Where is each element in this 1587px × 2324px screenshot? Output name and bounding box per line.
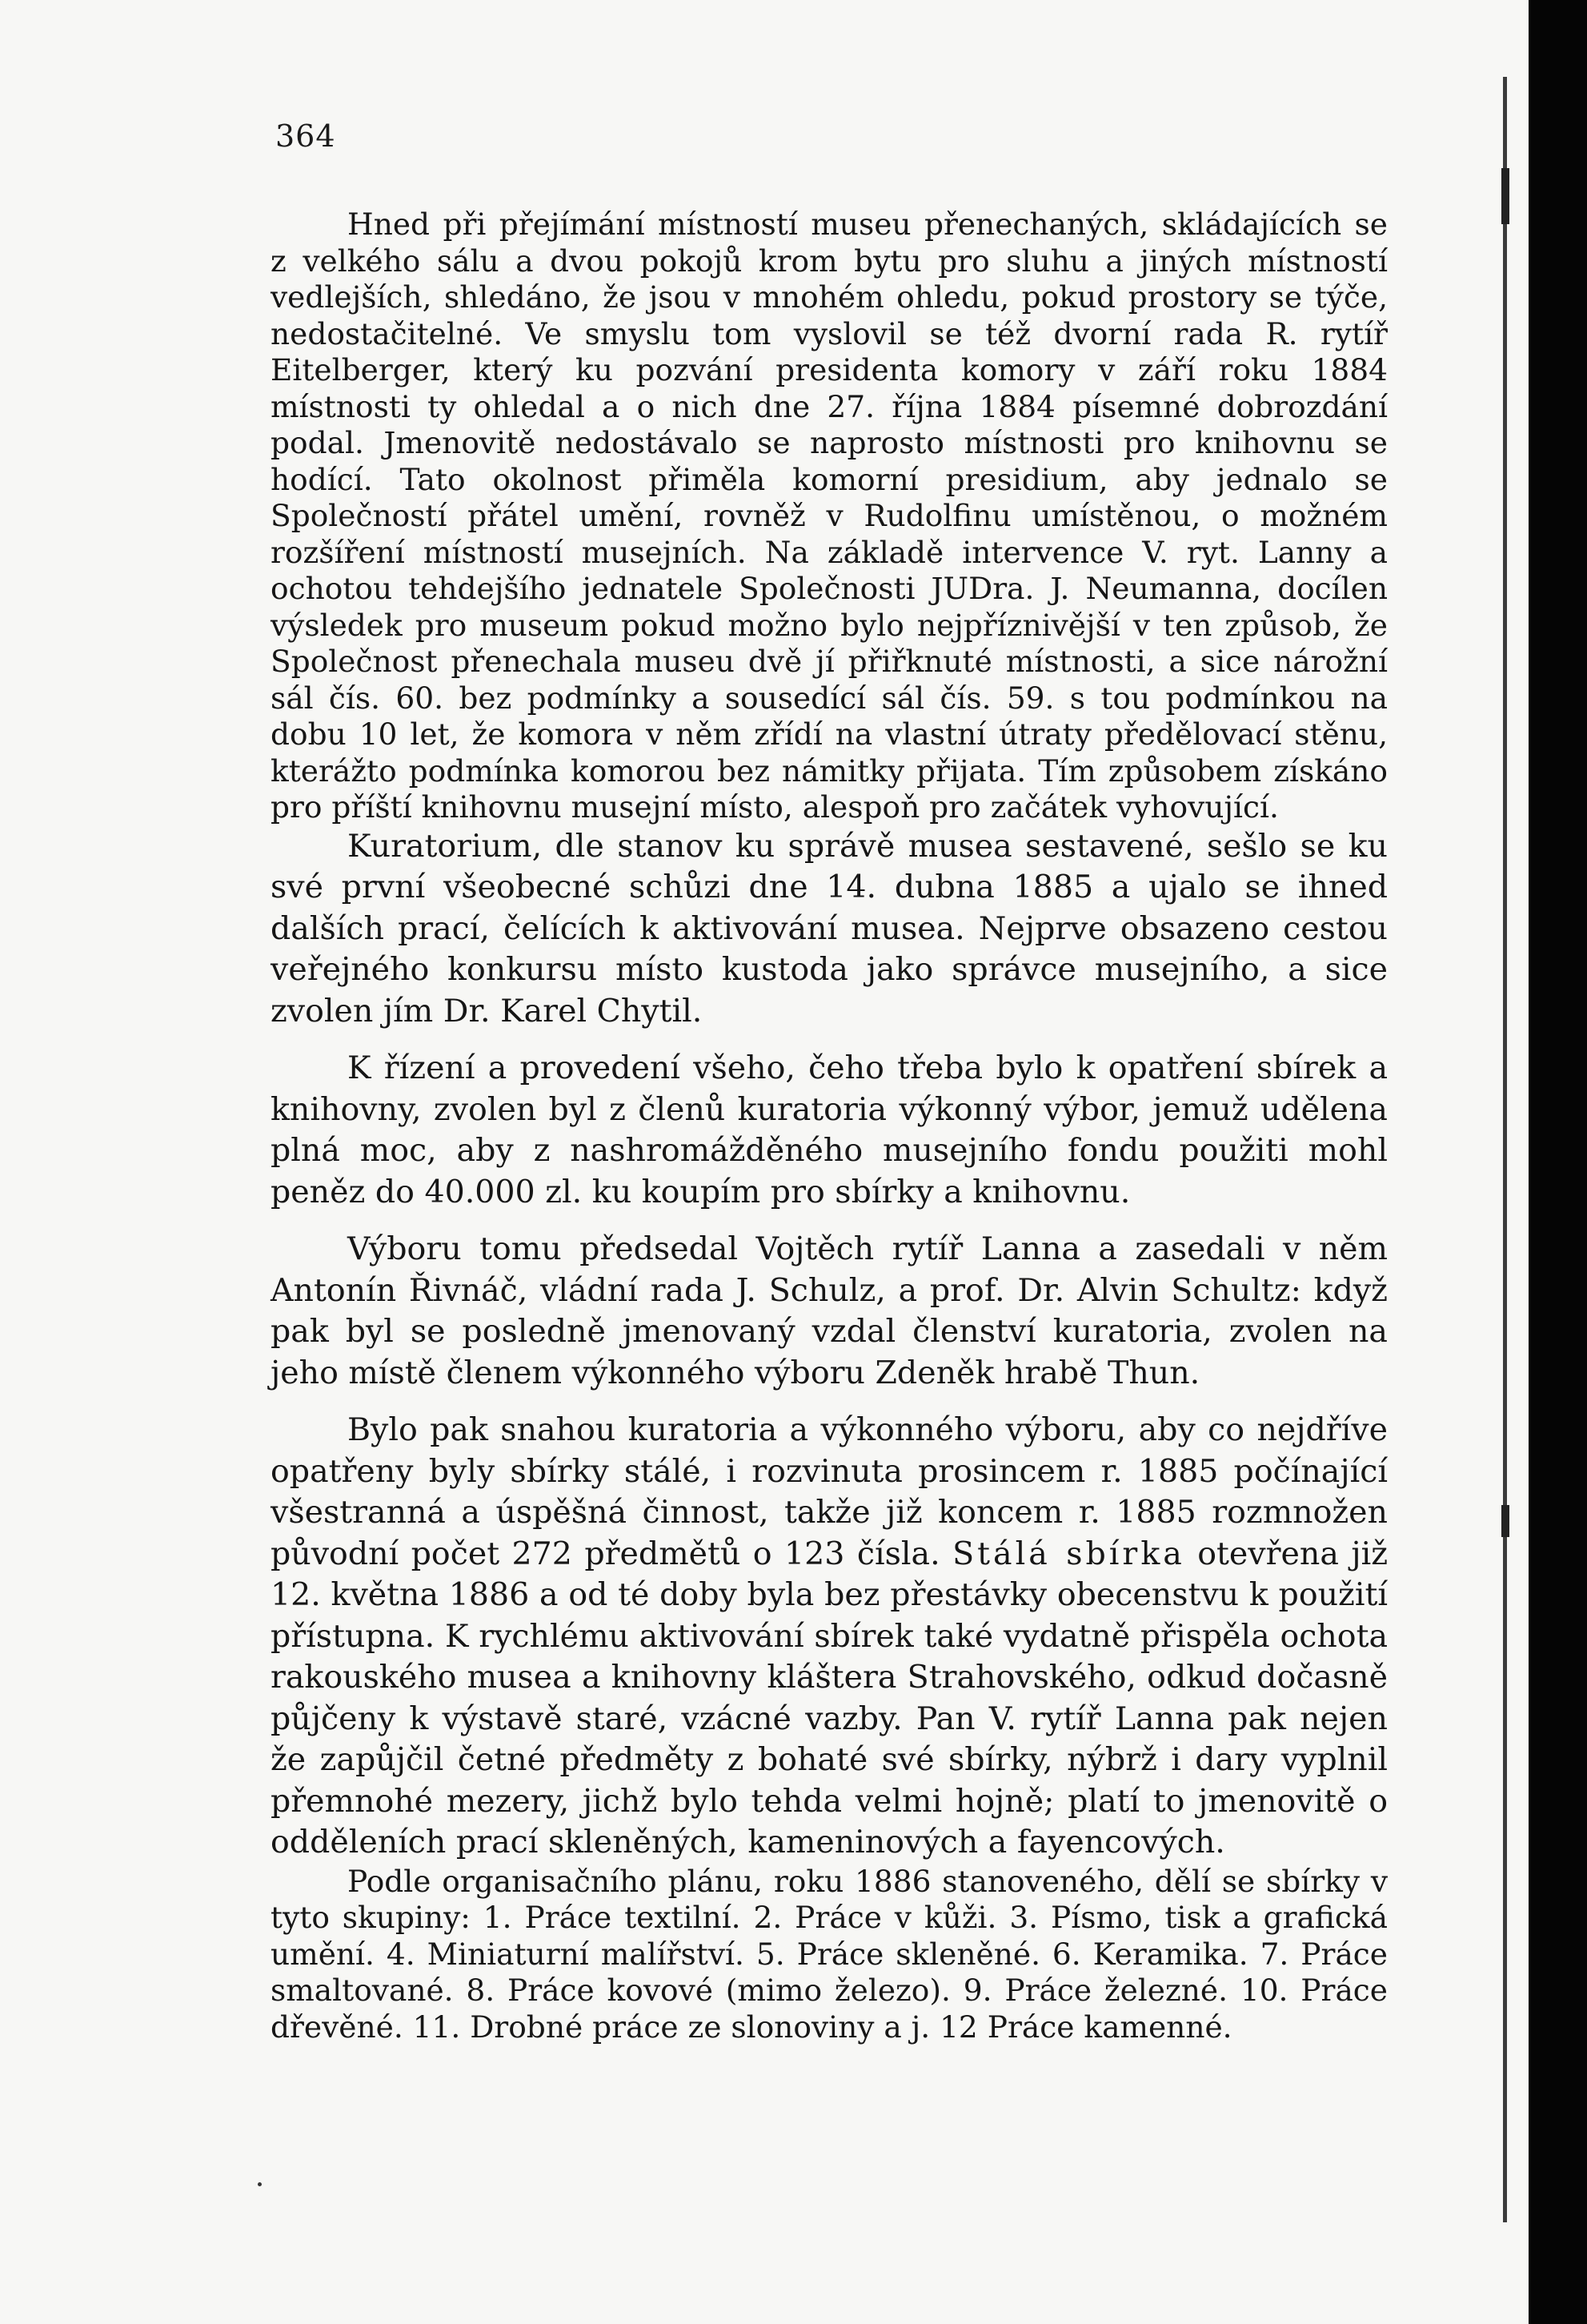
paragraph-5-start: Bylo pak snahou kuratoria a výkonného výboru, aby co nejdříve opatřeny byly sbírky stálé, i rozvinuta prosincem r. 1885 počínající všestranná a úspěšná činnost, takže již koncem r. 1885 rozmnožen původní počet 272 předmětů o 123 čísla.: [271, 1411, 1388, 1572]
paragraph-1: Hned při přejímání místností museu přenechaných, skládajících se z velkého sálu a dvou pokojů krom bytu pro sluhu a jiných místností vedlejších, shledáno, že jsou v mnohém ohledu, pokud prostory se týče, nedostačitelné. Ve smyslu tom vyslovil se též dvorní rada R. rytíř Eitelberger, který ku pozvání presidenta komory v září roku 1884 místnosti ty ohledal a o nich dne 27. října 1884 písemné dobrozdání podal. Jmenovitě nedostávalo se naprosto místnosti pro knihovnu se hodící. Tato okolnost přiměla komorní presidium, aby jednalo se Společností přátel umění, rovněž v Rudolfinu umístěnou, o možném rozšíření místností musejních. Na základě intervence V. ryt. Lanny a ochotou tehdejšího jednatele Společnosti JUDra. J. Neumanna, docílen výsledek pro museum pokud možno bylo nejpříznivější v ten způsob, že Společnost přenechala museu dvě jí přiřknuté místnosti, a sice nárožní sál čís. 60. bez podmínky a sousedící sál čís. 59. s tou podmínkou na dobu 10 let, že komora v něm zřídí na vlastní útraty předělovací stěnu, kterážto podmínka komorou bez námitky přijata. Tím způsobem získáno pro příští knihovnu musejní místo, alespoň pro začátek vyhovující.: [271, 207, 1388, 825]
binding-edge-mark: [1501, 1505, 1509, 1537]
paragraph-6: Podle organisačního plánu, roku 1886 stanoveného, dělí se sbírky v tyto skupiny: 1. Práce textilní. 2. Práce v kůži. 3. Písmo, tisk a grafická umění. 4. Miniaturní malířství. 5. Práce skleněné. 6. Keramika. 7. Práce smaltované. 8. Práce kovové (mimo železo). 9. Práce železné. 10. Práce dřevěné. 11. Drobné práce ze slonoviny a j. 12 Práce kamenné.: [271, 1863, 1388, 2045]
paragraph-5: [271, 1410, 1388, 1864]
scan-speck: [258, 2182, 262, 2186]
paragraph-5-end: otevřena již 12. května 1886 a od té doby byla bez přestávky obecenstvu k použití přístupna. K rychlému aktivování sbírek také vydatně přispěla ochota rakouského musea a knihovny kláštera Strahovského, odkud dočasně půjčeny k výstavě staré, vzácné vazby. Pan V. rytíř Lanna pak nejen že zapůjčil četné předměty z bohaté své sbírky, nýbrž i dary vyplnil přemnohé mezery, jichž bylo tehda velmi hojně; platí to jmenovitě o odděleních prací skleněných, kameninových a fayencových.: [271, 1535, 1389, 1860]
scan-border: [1529, 0, 1587, 2324]
body-text: [271, 207, 1388, 2045]
emphasized-phrase: Stálá sbírka: [952, 1535, 1185, 1572]
binding-edge-line: [1503, 77, 1507, 2222]
paragraph-3: K řízení a provedení všeho, čeho třeba bylo k opatření sbírek a knihovny, zvolen byl z členů kuratoria výkonný výbor, jemuž udělena plná moc, aby z nashromážděného musejního fondu použiti mohl peněz do 40.000 zl. ku koupím pro sbírky a knihovnu.: [271, 1050, 1388, 1210]
page-number: 364: [275, 118, 336, 154]
paragraph-2: Kuratorium, dle stanov ku správě musea sestavené, sešlo se ku své první všeobecné schůzi dne 14. dubna 1885 a ujalo se ihned dalších prací, čelících k aktivování musea. Nejprve obsazeno cestou veřejného konkursu místo kustoda jako správce musejního, a sice zvolen jím Dr. Karel Chytil.: [271, 827, 1388, 1030]
paragraph-4: Výboru tomu předsedal Vojtěch rytíř Lanna a zasedali v něm Antonín Řivnáč, vládní rada J. Schulz, a prof. Dr. Alvin Schultz: když pak byl se posledně jmenovaný vzdal členství kuratoria, zvolen na jeho místě členem výkonného výboru Zdeněk hrabě Thun.: [271, 1230, 1388, 1391]
binding-edge-mark: [1501, 168, 1509, 224]
